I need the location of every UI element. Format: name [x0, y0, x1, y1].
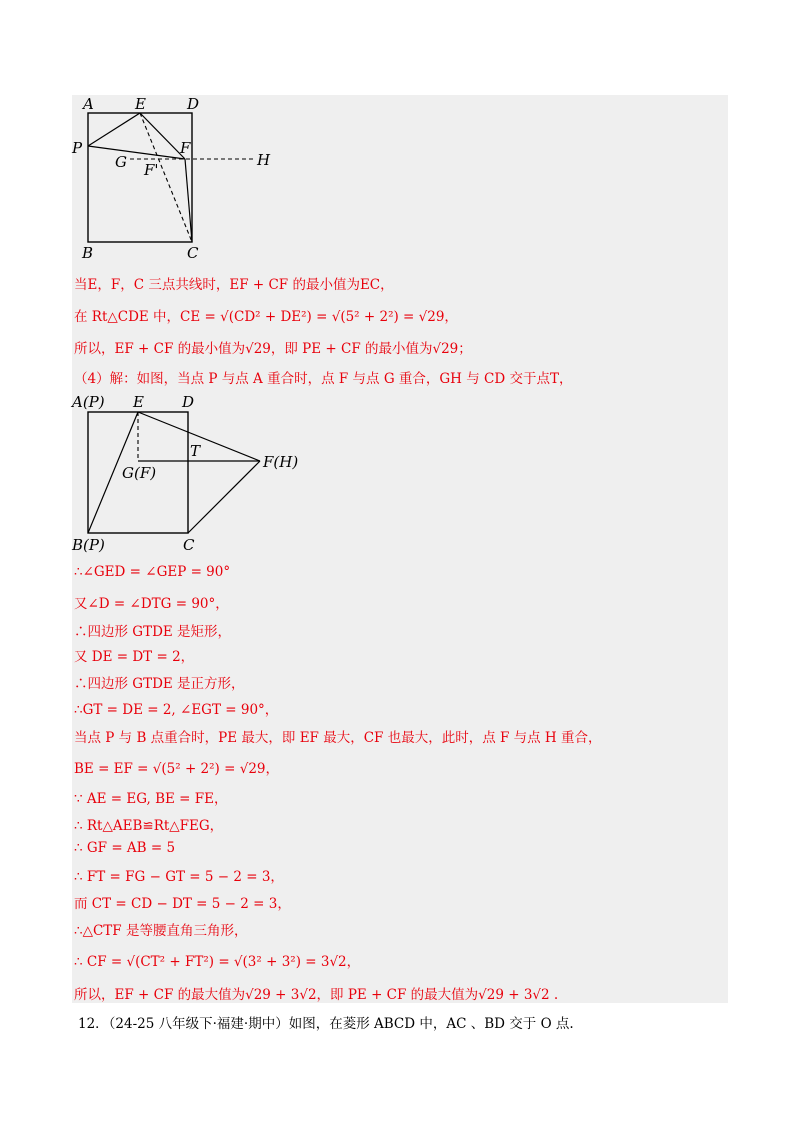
- segment-ef: [140, 113, 185, 159]
- text-line-20: 所以，EF + CF 的最大值为√29 + 3√2，即 PE + CF 的最大值为√29 + 3√2 .: [74, 987, 559, 1003]
- text-line-9: ∴四边形 GTDE 是正方形，: [74, 676, 245, 692]
- segment-fc: [185, 159, 192, 242]
- label-f: F: [180, 139, 191, 157]
- text-line-15: ∴ GF = AB = 5: [74, 840, 176, 856]
- text-line-6: 又∠D = ∠DTG = 90°，: [74, 596, 229, 612]
- segment-fc: [188, 461, 260, 533]
- text-line-7: ∴四边形 GTDE 是矩形，: [74, 624, 232, 640]
- text-line-12: BE = EF = √(5² + 2²) = √29，: [74, 761, 279, 777]
- label-h: H: [257, 151, 271, 169]
- label-t: T: [190, 442, 201, 460]
- label-g: G: [115, 153, 127, 171]
- text-line-8: 又 DE = DT = 2，: [74, 649, 195, 665]
- figure-2-svg: [70, 388, 320, 558]
- figure-2: [70, 388, 320, 558]
- label-a: A: [83, 95, 94, 113]
- label-b-p: B(P): [72, 536, 105, 554]
- label-g-f: G(F): [122, 464, 157, 482]
- text-line-13: ∵ AE = EG, BE = FE，: [74, 791, 228, 807]
- question-12: 12．（24-25 八年级下·福建·期中）如图，在菱形 ABCD 中，AC 、BD 交于 O 点.: [78, 1016, 574, 1032]
- segment-pe: [88, 113, 140, 146]
- label-b: B: [82, 244, 94, 262]
- text-line-5: ∴∠GED = ∠GEP = 90°: [74, 564, 231, 580]
- text-line-14: ∴ Rt△AEB≌Rt△FEG，: [74, 818, 224, 834]
- text-line-3: 所以，EF + CF 的最小值为√29，即 PE + CF 的最小值为√29；: [74, 341, 472, 357]
- text-line-4: （4）解：如图，当点 P 与点 A 重合时，点 F 与点 G 重合，GH 与 CD 交于点T，: [74, 371, 573, 387]
- label-c: C: [183, 536, 195, 554]
- label-p: P: [72, 139, 83, 157]
- label-f-prime: F': [144, 161, 159, 179]
- label-f-h: F(H): [263, 453, 299, 471]
- label-c: C: [187, 244, 199, 262]
- label-e: E: [135, 95, 146, 113]
- rectangle-abcd: [88, 113, 192, 242]
- label-e: E: [133, 393, 144, 411]
- segment-pf: [88, 146, 185, 159]
- text-line-1: 当E，F，C 三点共线时，EF + CF 的最小值为EC，: [74, 277, 394, 293]
- figure-1: [70, 95, 290, 265]
- text-line-19: ∴ CF = √(CT² + FT²) = √(3² + 3²) = 3√2，: [74, 954, 361, 970]
- label-d: D: [187, 95, 200, 113]
- text-line-11: 当点 P 与 B 点重合时，PE 最大，即 EF 最大，CF 也最大，此时，点 F 与点 H 重合，: [74, 730, 602, 746]
- text-line-18: ∴△CTF 是等腰直角三角形，: [74, 923, 248, 939]
- figure-1-svg: [70, 95, 290, 265]
- text-line-2: 在 Rt△CDE 中，CE = √(CD² + DE²) = √(5² + 2²) = √29，: [74, 309, 458, 325]
- label-a-p: A(P): [72, 393, 105, 411]
- text-line-10: ∴GT = DE = 2, ∠EGT = 90°，: [74, 702, 279, 718]
- label-d: D: [182, 393, 195, 411]
- text-line-17: 而 CT = CD − DT = 5 − 2 = 3，: [74, 896, 291, 912]
- text-line-16: ∴ FT = FG − GT = 5 − 2 = 3，: [74, 869, 284, 885]
